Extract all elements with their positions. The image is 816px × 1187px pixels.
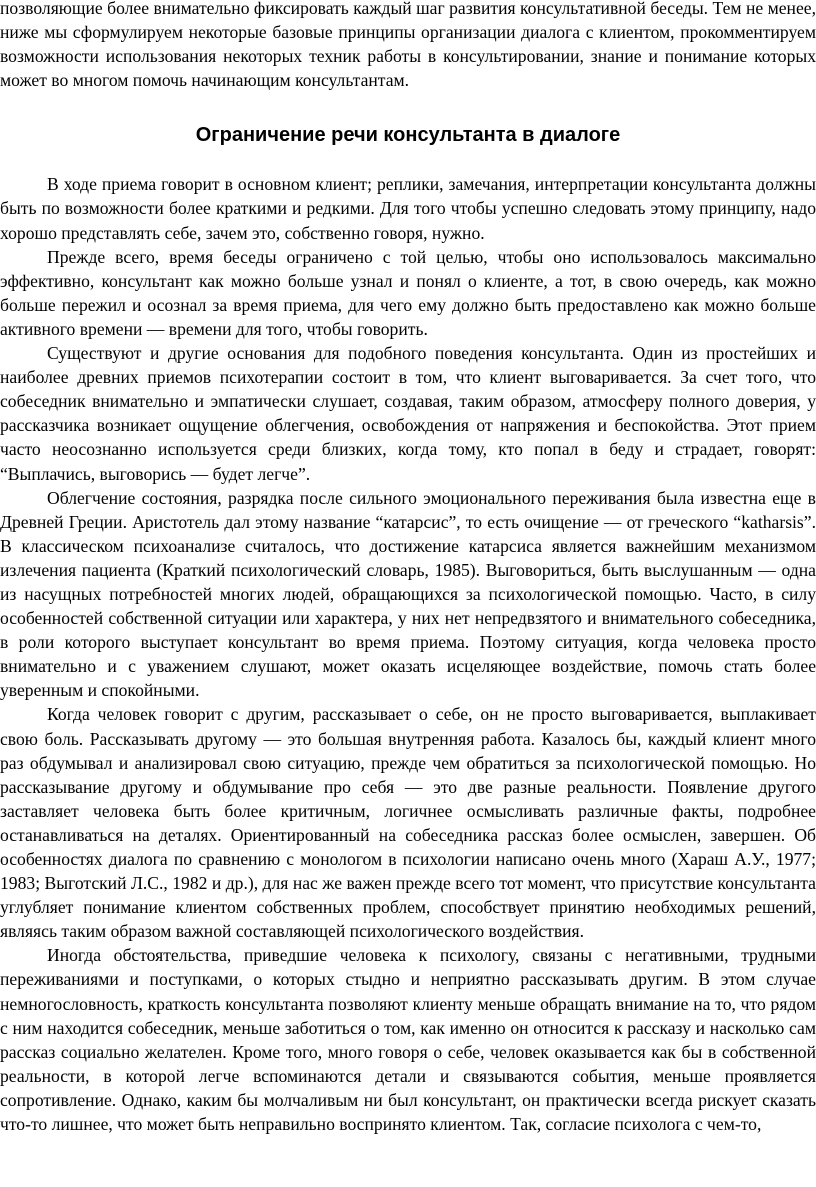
paragraph-4: Облегчение состояния, разрядка после сильного эмоционального переживания была известна еще в Древней Греции. Аристотель дал этому название “катарсис”, то есть очищение — от греческого “katharsis”. В классическом психоанализе считалось, что достижение катарсиса является важнейшим механизмом излечения пациента (Краткий психологический словарь, 1985). Выговориться, быть выслушанным — одна из насущных потребностей многих людей, обращающихся за психологической помощью. Часто, в силу особенностей собственной ситуации или характера, у них нет непредвзятого и внимательного собеседника, в роли которого выступает консультант во время приема. Поэтому ситуация, когда человека просто внимательно и с уважением слушают, может оказать исцеляющее воздействие, помочь стать более уверенным и спокойными. — [0, 487, 816, 701]
paragraph-2: Прежде всего, время беседы ограничено с той целью, чтобы оно использовалось максимально эффективно, консультант как можно больше узнал и понял о клиенте, а тот, в свою очередь, как можно больше пережил и осознал за время приема, для чего ему должно быть предоставлено как можно больше активного времени — времени для того, чтобы говорить. — [0, 246, 816, 339]
paragraph-5: Когда человек говорит с другим, рассказывает о себе, он не просто выговаривается, выплакивает свою боль. Рассказывать другому — это большая внутренняя работа. Казалось бы, каждый клиент много раз обдумывал и анализировал свою ситуацию, прежде чем обратиться за психологической помощью. Но рассказывание другому и обдумывание про себя — это две разные реальности. Появление другого заставляет человека быть более критичным, логичнее осмысливать различные факты, подробнее останавливаться на деталях. Ориентированный на собеседника рассказ более осмыслен, завершен. Об особенностях диалога по сравнению с монологом в психологии написано очень много (Хараш А.У., 1977; 1983; Выготский Л.С., 1982 и др.), для нас же важен прежде всего тот момент, что присутствие консультанта углубляет понимание клиентом собственных проблем, способствует принятию необходимых решений, являясь таким образом важной составляющей психологического воздействия. — [0, 704, 816, 942]
section-heading: Ограничение речи консультанта в диалоге — [195, 124, 621, 147]
intro-paragraph: позволяющие более внимательно фиксировать каждый шаг развития консультативной беседы. Тем не менее, ниже мы сформулируем некоторые базовые принципы организации диалога с клиентом, прокомментируем возможности использования некоторых техник работы в консультировании, знание и понимание которых может во многом помочь начинающим консультантам. — [0, 0, 816, 91]
paragraph-6: Иногда обстоятельства, приведшие человека к психологу, связаны с негативными, трудными переживаниями и поступками, о которых стыдно и неприятно рассказывать другим. В этом случае немногословность, краткость консультанта позволяют клиенту меньше обращать внимание на то, что рядом с ним находится собеседник, меньше заботиться о том, как именно он относится к рассказу и насколько сам рассказ социально желателен. Кроме того, много говоря о себе, человек оказывается как бы в собственной реальности, в которой легче вспоминаются детали и связываются события, меньше проявляется сопротивление. Однако, каким бы молчаливым ни был консультант, он практически всегда рискует сказать что-то лишнее, что может быть неправильно воспринято клиентом. Так, согласие психолога с чем-то, — [0, 945, 816, 1135]
paragraph-1: В ходе приема говорит в основном клиент; реплики, замечания, интерпретации консультанта должны быть по возможности более краткими и редкими. Для того чтобы успешно следовать этому принципу, надо хорошо представлять себе, зачем это, собственно говоря, нужно. — [0, 174, 816, 243]
paragraph-3: Существуют и другие основания для подобного поведения консультанта. Один из простейших и наиболее древних приемов психотерапии состоит в том, что клиент выговаривается. За счет того, что собеседник внимательно и эмпатически слушает, создавая, таким образом, атмосферу полного доверия, у рассказчика возникает ощущение облегчения, освобождения от напряжения и беспокойства. Этот прием часто неосознанно используется среди близких, когда тому, кто попал в беду и страдает, говорят: “Выплачись, выговорись — будет легче”. — [0, 343, 816, 484]
